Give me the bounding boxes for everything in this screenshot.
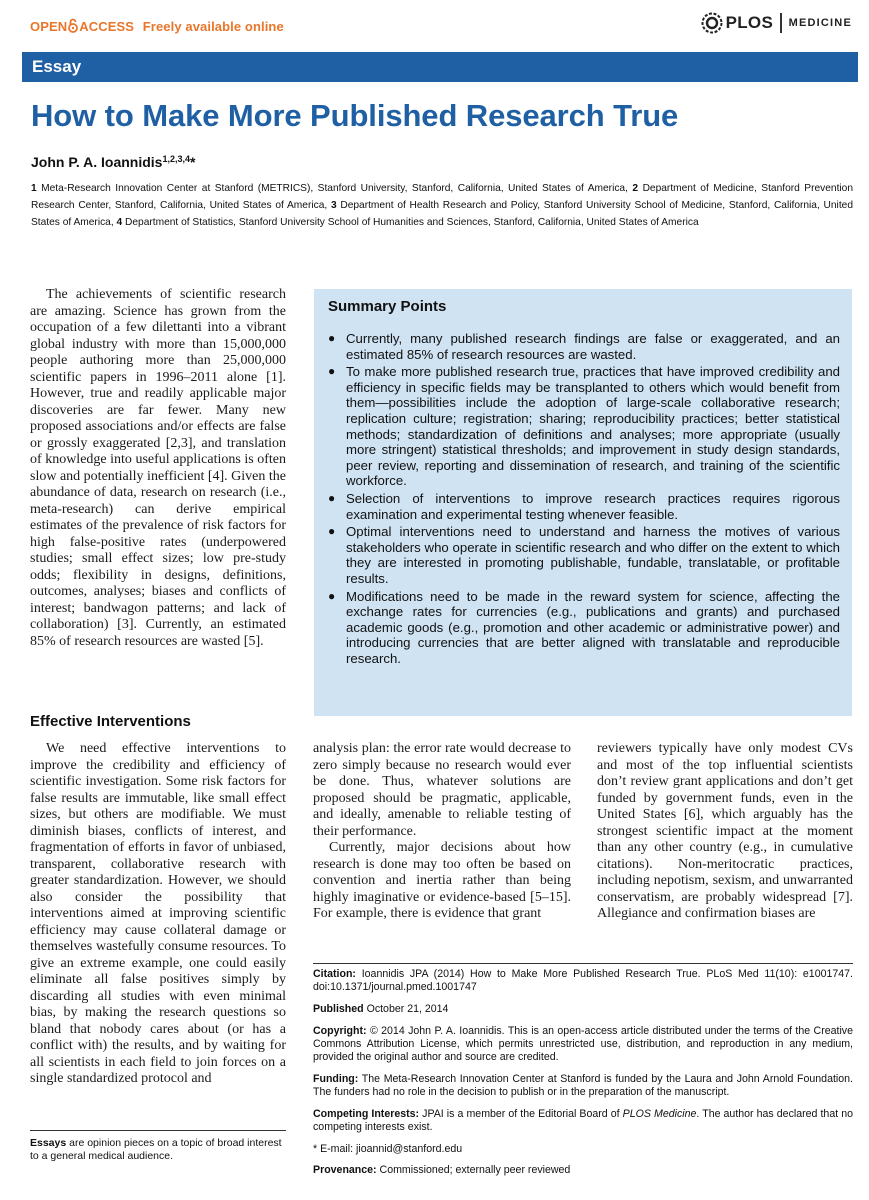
bullet-icon: ● bbox=[328, 331, 336, 345]
affiliations bbox=[31, 180, 853, 231]
funding-label: Funding: bbox=[313, 1072, 359, 1085]
affiliation-number: 2 bbox=[632, 183, 639, 194]
summary-point bbox=[328, 331, 840, 362]
affiliation-text: Department of Statistics, Stanford University School of Humanities and Sciences, Stanford, California, United States of America bbox=[125, 217, 699, 228]
open-access-lock-icon bbox=[68, 18, 78, 33]
bullet-icon: ● bbox=[328, 490, 336, 505]
bullet-icon: ● bbox=[328, 364, 336, 379]
body-column-3 bbox=[597, 741, 853, 923]
body-paragraph: Currently, major decisions about how research is done may too often be based on convention and inertia rather than being highly imaginative or evidence-based [5–15]. For example, there is evidence that grant bbox=[313, 840, 571, 921]
body-paragraph: reviewers typically have only modest CVs and most of the top influential scientists don’t review grant applications and don’t get funded by government funds, even in the United States [6], which arguably has the strongest scientific impact at the moment than any other country (e.g., in cumulative citations). Non-meritocratic practices, including nepotism, sexism, and unwarranted conservatism, are probably widespread [7]. Allegiance and confirmation biases are bbox=[597, 741, 853, 921]
provenance-label: Provenance: bbox=[313, 1164, 377, 1177]
bullet-icon: ● bbox=[328, 588, 336, 603]
author-email bbox=[313, 1143, 853, 1156]
body-paragraph: We need effective interventions to improve the credibility and efficiency of scientific investigation. Some risk factors for false results are immutable, like small effect sizes, but others are modifiable. We must diminish biases, conflicts of interest, and fragmentation of efforts in favor of unbiased, transparent, collaborative research with greater standardization. However, we should also consider the possibility that interventions aimed at improving scientific efficiency may cause collateral damage or themselves wastefully consume resources. To give an extreme example, one could easily eliminate all false positives simply by discarding all studies with even minimal bias, by making the research questions so bland that nobody cares about (or has a conflict with) the results, and by waiting for all scientists in each field to join forces on a single standardized protocol and bbox=[30, 741, 286, 1086]
open-access-word-1: OPEN bbox=[30, 19, 68, 34]
affiliation-number: 4 bbox=[116, 217, 123, 228]
citation-divider bbox=[313, 963, 853, 964]
citation-label: Citation: bbox=[313, 968, 356, 980]
intro-paragraph: The achievements of scientific research are amazing. Science has grown from the occupation of a few dilettanti into a vibrant global industry with more than 15,000,000 people authoring more than 25,000,000 scientific papers in 1996–2011 alone [1]. However, true and readily applicable major discoveries are far fewer. Many new proposed associations and/or effects are false or grossly exaggerated [2,3], and translation of knowledge into useful applications is often slow and potentially inefficient [4]. Given the abundance of data, research on research (i.e., meta-research) can derive empirical estimates of the prevalence of risk factors for high false-positive rates (underpowered studies; small effect sizes; low pre-study odds; flexibility in designs, definitions, outcomes, analyses; biases and conflicts of interest; bandwagon patterns; and lack of collaboration) [3]. Currently, an estimated 85% of research resources are wasted [5]. bbox=[30, 287, 286, 649]
brand-name: PLOS bbox=[725, 13, 774, 32]
competing-label: Competing Interests: bbox=[313, 1107, 420, 1120]
section-bar bbox=[22, 52, 858, 82]
competing-text-end: . The author has declared that no competing interests exist. bbox=[313, 1107, 854, 1133]
essay-footnote bbox=[30, 1137, 286, 1163]
funding-text: The Meta-Research Innovation Center at Stanford is funded by the Laura and John Arnold Foundation. The funders had no role in the decision to publish or in the preparation of the manuscript. bbox=[313, 1072, 853, 1098]
section-label: Essay bbox=[32, 57, 82, 76]
summary-point-text: To make more published research true, practices that have improved credibility and efficiency in specific fields may be transplanted to others which would benefit from them—possibilities include the adoption of large-scale collaborative research; replication culture; registration; sharing; reproducibility practices; better statistical methods; standardization of definitions and analyses; more appropriate (usually more stringent) statistical thresholds; and improvement in study design standards, peer review, reporting and dissemination of research, and training of the scientific workforce. bbox=[346, 364, 840, 489]
journal-brand bbox=[701, 10, 852, 36]
bullet-icon: ● bbox=[328, 524, 336, 539]
summary-point bbox=[328, 364, 840, 489]
article-title: How to Make More Published Research True bbox=[31, 98, 679, 133]
summary-point-text: Optimal interventions need to understand and harness the motives of various stakeholders who operate in scientific research and who differ on the extent to which they are interested in promoting publishable, fundable, translatable, or profitable results. bbox=[346, 524, 840, 586]
open-access-banner bbox=[30, 18, 284, 34]
summary-title: Summary Points bbox=[328, 298, 447, 315]
body-paragraph: analysis plan: the error rate would decrease to zero simply because no research would ever be done. Thus, whatever solutions are proposed should be pragmatic, applicable, and ideally, amenable to reliable testing of their performance. bbox=[313, 741, 571, 839]
summary-point-text: Selection of interventions to improve research practices requires rigorous examination and experimental testing whenever feasible. bbox=[346, 490, 840, 522]
author-name: John P. A. Ioannidis bbox=[31, 154, 163, 170]
journal-name: MEDICINE bbox=[788, 17, 852, 29]
summary-list bbox=[328, 331, 840, 666]
summary-point bbox=[328, 491, 840, 522]
open-access-word-2: ACCESS bbox=[79, 19, 135, 34]
freely-available-text: Freely available online bbox=[142, 19, 284, 34]
email-label: * E-mail: bbox=[313, 1142, 354, 1155]
section-heading-effective-interventions: Effective Interventions bbox=[30, 713, 191, 730]
affiliation-number: 3 bbox=[330, 200, 337, 211]
copyright-label: Copyright: bbox=[313, 1024, 367, 1037]
affiliation-text: Meta-Research Innovation Center at Stanford (METRICS), Stanford University, Stanford, California, United States of America, bbox=[41, 183, 628, 194]
summary-point-text: Currently, many published research findings are false or exaggerated, and an estimated 85% of research resources are wasted. bbox=[346, 331, 840, 362]
summary-point-text: Modifications need to be made in the reward system for science, affecting the exchange rates for currencies (e.g., publications and grants) and purchased academic goods (e.g., promotion and other academic or administrative power) and introducing currencies that are better aligned with translatable and reproducible research. bbox=[346, 588, 840, 666]
published-label: Published bbox=[313, 1002, 364, 1015]
competing-interests bbox=[313, 1108, 853, 1134]
affiliation-text: Department of Health Research and Policy, Stanford University School of Medicine, Stanford, California, United States of America, bbox=[31, 200, 853, 228]
email-link[interactable]: jioannid@stanford.edu bbox=[355, 1142, 463, 1155]
funding bbox=[313, 1073, 853, 1099]
competing-journal: PLOS Medicine bbox=[622, 1107, 697, 1120]
corresponding-author-mark: * bbox=[190, 154, 196, 170]
summary-point bbox=[328, 589, 840, 667]
author-affiliation-numbers: 1,2,3,4 bbox=[162, 154, 190, 164]
copyright-text: © 2014 John P. A. Ioannidis. This is an open-access article distributed under the terms of the Creative Commons Attribution License, which permits unrestricted use, distribution, and reproduction in any medium, provided the original author and source are credited. bbox=[313, 1024, 853, 1064]
brand-divider bbox=[780, 13, 782, 33]
body-column-2 bbox=[313, 741, 571, 923]
summary-points-box bbox=[314, 289, 852, 716]
provenance bbox=[313, 1164, 853, 1177]
published-date bbox=[313, 1003, 853, 1016]
provenance-text: Commissioned; externally peer reviewed bbox=[379, 1164, 571, 1177]
published-text: October 21, 2014 bbox=[366, 1002, 449, 1015]
competing-text: JPAI is a member of the Editorial Board of bbox=[422, 1107, 620, 1120]
plos-logo-icon bbox=[701, 12, 723, 34]
citation bbox=[313, 968, 853, 994]
essay-footnote-text: are opinion pieces on a topic of broad interest to a general medical audience. bbox=[30, 1137, 282, 1162]
summary-point bbox=[328, 524, 840, 586]
affiliation-number: 1 bbox=[31, 183, 37, 194]
footnote-divider bbox=[30, 1130, 286, 1131]
author-line bbox=[31, 154, 195, 170]
citation-block bbox=[313, 968, 853, 1186]
essay-footnote-label: Essays bbox=[30, 1137, 67, 1149]
copyright bbox=[313, 1025, 853, 1065]
affiliation-text: Department of Medicine, Stanford Prevention Research Center, Stanford, California, United States of America, bbox=[31, 183, 853, 211]
citation-text: Ioannidis JPA (2014) How to Make More Published Research True. PLoS Med 11(10): e1001747. doi:10.1371/journal.pmed.1001747 bbox=[313, 968, 853, 994]
